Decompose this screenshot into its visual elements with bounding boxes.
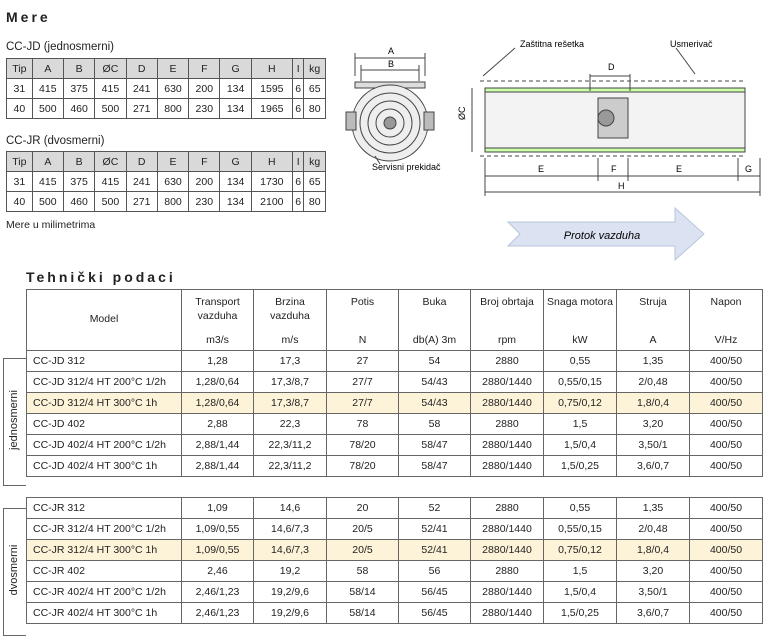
tech-cell: 20/5 — [327, 540, 399, 561]
tech-cell: 22,3/11,2 — [254, 456, 327, 477]
tech-header-cell — [27, 290, 182, 351]
tech-header-cell — [182, 290, 254, 351]
dim-cell: 200 — [189, 172, 220, 192]
tech-row — [27, 519, 763, 540]
dim-header-cell: Tip — [7, 59, 33, 79]
jr-dims-table — [6, 151, 326, 212]
dim-cell: 230 — [189, 192, 220, 212]
tech-cell: 54/43 — [399, 393, 471, 414]
front-view — [346, 53, 434, 164]
tech-cell: 1,5/0,25 — [544, 603, 617, 624]
dim-cell: 65 — [304, 79, 326, 99]
dim-cell: 375 — [63, 172, 94, 192]
tech-cell: 52/41 — [399, 540, 471, 561]
tech-cell: 400/50 — [690, 582, 763, 603]
tech-table — [26, 289, 763, 624]
dim-header-cell: E — [157, 59, 188, 79]
tech-cell: 2880 — [471, 561, 544, 582]
dim-cell: 134 — [220, 99, 251, 119]
tech-cell: 58/14 — [327, 603, 399, 624]
tech-header-label: Potis — [350, 296, 375, 308]
dim-header-cell: I — [292, 59, 304, 79]
dim-cell: 134 — [220, 79, 251, 99]
tech-cell: 0,75/0,12 — [544, 540, 617, 561]
label-c: ØC — [457, 106, 467, 120]
dim-cell: 31 — [7, 172, 33, 192]
model-cell: CC-JD 402/4 HT 300°C 1h — [27, 456, 182, 477]
tech-cell: 56/45 — [399, 603, 471, 624]
tech-header-label: Model — [89, 313, 119, 325]
tech-cell: 1,8/0,4 — [617, 540, 690, 561]
dim-header-cell: A — [32, 59, 63, 79]
tech-cell: 400/50 — [690, 372, 763, 393]
tech-cell: 52 — [399, 498, 471, 519]
gap-cell — [399, 477, 471, 498]
dim-header-cell: I — [292, 152, 304, 172]
dim-header-cell: A — [32, 152, 63, 172]
gap-cell — [544, 477, 617, 498]
tech-cell: 1,09/0,55 — [182, 519, 254, 540]
dim-header-cell: F — [189, 59, 220, 79]
tech-cell: 58 — [399, 414, 471, 435]
tech-cell: 3,6/0,7 — [617, 603, 690, 624]
dim-header-cell: kg — [304, 152, 326, 172]
tech-cell: 0,55 — [544, 498, 617, 519]
tech-cell: 1,35 — [617, 498, 690, 519]
label-g: G — [745, 164, 753, 174]
tech-cell: 2880 — [471, 498, 544, 519]
label-e1: E — [538, 164, 545, 174]
tech-cell: 400/50 — [690, 456, 763, 477]
jr-dims-title: CC-JR (dvosmerni) — [6, 135, 105, 147]
tech-cell: 3,6/0,7 — [617, 456, 690, 477]
tech-cell: 2,88 — [182, 414, 254, 435]
dim-cell: 1595 — [251, 79, 292, 99]
label-e2: E — [676, 164, 683, 174]
dim-cell: 80 — [304, 99, 326, 119]
dim-cell: 40 — [7, 99, 33, 119]
dim-header-cell: F — [189, 152, 220, 172]
tech-cell: 17,3 — [254, 351, 327, 372]
servis-label: Servisni prekidač — [372, 162, 441, 172]
dim-header-cell: kg — [304, 59, 326, 79]
gap-cell — [254, 477, 327, 498]
tech-cell: 400/50 — [690, 435, 763, 456]
dim-header-cell: ØC — [95, 152, 126, 172]
dim-cell: 65 — [304, 172, 326, 192]
tech-cell: 58 — [327, 561, 399, 582]
dim-row — [7, 192, 326, 212]
tech-cell: 2880/1440 — [471, 519, 544, 540]
dim-cell: 271 — [126, 99, 157, 119]
tech-header-label: Broj obrtaja — [480, 296, 534, 308]
tech-row — [27, 603, 763, 624]
tech-header-label: Transport vazduha — [195, 296, 240, 322]
tech-cell: 27 — [327, 351, 399, 372]
tech-row — [27, 582, 763, 603]
fan-diagram — [340, 36, 765, 266]
dim-cell: 415 — [95, 79, 126, 99]
gap-cell — [182, 477, 254, 498]
tech-header-cell — [327, 290, 399, 351]
dim-cell: 1965 — [251, 99, 292, 119]
tech-cell: 1,28/0,64 — [182, 393, 254, 414]
label-f: F — [611, 164, 617, 174]
dim-cell: 40 — [7, 192, 33, 212]
tech-cell: 1,8/0,4 — [617, 393, 690, 414]
dim-cell: 500 — [95, 99, 126, 119]
mere-title: Mere — [6, 9, 51, 25]
tech-cell: 14,6/7,3 — [254, 519, 327, 540]
jd-dims-title: CC-JD (jednosmerni) — [6, 41, 114, 53]
tech-cell: 2880/1440 — [471, 603, 544, 624]
tech-cell: 58/14 — [327, 582, 399, 603]
dim-cell: 800 — [157, 192, 188, 212]
dim-header-cell: Tip — [7, 152, 33, 172]
tech-cell: 22,3 — [254, 414, 327, 435]
tech-cell: 3,50/1 — [617, 435, 690, 456]
tech-cell: 17,3/8,7 — [254, 372, 327, 393]
tech-cell: 2,46/1,23 — [182, 582, 254, 603]
dims-note: Mere u milimetrima — [6, 219, 96, 231]
dim-cell: 6 — [292, 79, 304, 99]
tech-cell: 3,20 — [617, 414, 690, 435]
gap-cell — [27, 477, 182, 498]
group-gap-row — [27, 477, 763, 498]
tech-cell: 54/43 — [399, 372, 471, 393]
gap-cell — [327, 477, 399, 498]
tech-cell: 2,46 — [182, 561, 254, 582]
tech-cell: 0,75/0,12 — [544, 393, 617, 414]
tech-cell: 56/45 — [399, 582, 471, 603]
dim-cell: 500 — [32, 99, 63, 119]
tech-cell: 0,55/0,15 — [544, 372, 617, 393]
dim-cell: 271 — [126, 192, 157, 212]
tech-cell: 2880/1440 — [471, 582, 544, 603]
tech-cell: 2,88/1,44 — [182, 435, 254, 456]
tech-cell: 1,5/0,4 — [544, 435, 617, 456]
tech-row — [27, 393, 763, 414]
tech-cell: 19,2/9,6 — [254, 582, 327, 603]
dim-cell: 6 — [292, 99, 304, 119]
tech-cell: 400/50 — [690, 603, 763, 624]
tech-header-cell — [544, 290, 617, 351]
tech-cell: 400/50 — [690, 540, 763, 561]
dim-header-cell: G — [220, 152, 251, 172]
dim-header-cell: E — [157, 152, 188, 172]
usmerivac-label: Usmerivač — [670, 39, 713, 49]
model-cell: CC-JR 402/4 HT 200°C 1/2h — [27, 582, 182, 603]
gap-cell — [617, 477, 690, 498]
tech-header-label: Buka — [422, 296, 447, 308]
tech-cell: 2880/1440 — [471, 393, 544, 414]
dim-row — [7, 99, 326, 119]
dim-cell: 460 — [63, 99, 94, 119]
group-jr-label: dvosmerni — [8, 544, 20, 596]
model-cell: CC-JR 402/4 HT 300°C 1h — [27, 603, 182, 624]
tech-cell: 1,28 — [182, 351, 254, 372]
tech-header-unit: m/s — [281, 334, 299, 346]
tech-header-label: Napon — [710, 296, 742, 308]
tech-cell: 400/50 — [690, 519, 763, 540]
gap-cell — [690, 477, 763, 498]
dim-cell: 800 — [157, 99, 188, 119]
tech-header-cell — [254, 290, 327, 351]
dim-cell: 500 — [32, 192, 63, 212]
dim-cell: 80 — [304, 192, 326, 212]
tech-cell: 2880/1440 — [471, 435, 544, 456]
tech-cell: 0,55/0,15 — [544, 519, 617, 540]
dim-header-cell: B — [63, 152, 94, 172]
tech-header-cell — [617, 290, 690, 351]
model-cell: CC-JD 312/4 HT 200°C 1/2h — [27, 372, 182, 393]
tech-cell: 2,88/1,44 — [182, 456, 254, 477]
dim-header-cell: ØC — [95, 59, 126, 79]
tech-cell: 27/7 — [327, 393, 399, 414]
tech-row — [27, 540, 763, 561]
tech-cell: 1,5/0,4 — [544, 582, 617, 603]
tech-cell: 3,50/1 — [617, 582, 690, 603]
gap-cell — [471, 477, 544, 498]
dim-header-cell: G — [220, 59, 251, 79]
tech-header-unit: V/Hz — [714, 334, 738, 346]
tech-header-label: Snaga motora — [547, 296, 613, 308]
tech-cell: 78/20 — [327, 435, 399, 456]
model-cell: CC-JD 402/4 HT 200°C 1/2h — [27, 435, 182, 456]
dim-row — [7, 172, 326, 192]
label-a: A — [387, 46, 395, 56]
tech-header-unit: kW — [572, 334, 588, 346]
tech-cell: 2/0,48 — [617, 519, 690, 540]
tech-cell: 78/20 — [327, 456, 399, 477]
dim-cell: 1730 — [251, 172, 292, 192]
tech-cell: 17,3/8,7 — [254, 393, 327, 414]
dim-header-cell: H — [251, 152, 292, 172]
tech-cell: 2880/1440 — [471, 540, 544, 561]
tech-cell: 14,6/7,3 — [254, 540, 327, 561]
tech-cell: 1,09 — [182, 498, 254, 519]
tech-cell: 3,20 — [617, 561, 690, 582]
label-h: H — [618, 181, 625, 191]
tech-cell: 2/0,48 — [617, 372, 690, 393]
dim-cell: 630 — [157, 172, 188, 192]
dim-cell: 230 — [189, 99, 220, 119]
dim-cell: 415 — [32, 172, 63, 192]
tech-cell: 1,28/0,64 — [182, 372, 254, 393]
dim-cell: 134 — [220, 192, 251, 212]
tech-header-cell — [690, 290, 763, 351]
tech-cell: 27/7 — [327, 372, 399, 393]
model-cell: CC-JR 402 — [27, 561, 182, 582]
dim-cell: 415 — [32, 79, 63, 99]
dim-cell: 460 — [63, 192, 94, 212]
model-cell: CC-JD 312 — [27, 351, 182, 372]
model-cell: CC-JD 402 — [27, 414, 182, 435]
label-b: B — [387, 59, 395, 69]
tech-cell: 400/50 — [690, 561, 763, 582]
tech-cell: 19,2/9,6 — [254, 603, 327, 624]
tech-cell: 20 — [327, 498, 399, 519]
jd-dims-table — [6, 58, 326, 119]
model-cell: CC-JR 312/4 HT 200°C 1/2h — [27, 519, 182, 540]
tech-cell: 400/50 — [690, 414, 763, 435]
dim-cell: 2100 — [251, 192, 292, 212]
dim-cell: 134 — [220, 172, 251, 192]
dim-cell: 415 — [95, 172, 126, 192]
label-d: D — [608, 62, 615, 72]
tech-header-cell — [399, 290, 471, 351]
tech-cell: 400/50 — [690, 498, 763, 519]
tech-cell: 22,3/11,2 — [254, 435, 327, 456]
dim-cell: 241 — [126, 79, 157, 99]
model-cell: CC-JR 312 — [27, 498, 182, 519]
tech-cell: 400/50 — [690, 351, 763, 372]
tech-title: Tehnički podaci — [26, 269, 176, 285]
tech-row — [27, 351, 763, 372]
tech-cell: 58/47 — [399, 435, 471, 456]
dim-cell: 31 — [7, 79, 33, 99]
tech-row — [27, 414, 763, 435]
tech-cell: 58/47 — [399, 456, 471, 477]
dim-header-cell: D — [126, 59, 157, 79]
zastitna-label: Zaštitna rešetka — [520, 39, 585, 49]
group-jd-label: jednosmerni — [8, 390, 20, 450]
tech-cell: 54 — [399, 351, 471, 372]
dim-cell: 375 — [63, 79, 94, 99]
dim-header-cell: D — [126, 152, 157, 172]
tech-header-unit: m3/s — [206, 334, 229, 346]
dim-header-cell: B — [63, 59, 94, 79]
flow-label: Protok vazduha — [563, 230, 641, 242]
tech-cell: 19,2 — [254, 561, 327, 582]
tech-cell: 2880/1440 — [471, 372, 544, 393]
dim-cell: 200 — [189, 79, 220, 99]
tech-cell: 1,5 — [544, 561, 617, 582]
tech-cell: 56 — [399, 561, 471, 582]
tech-cell: 78 — [327, 414, 399, 435]
tech-row — [27, 372, 763, 393]
tech-cell: 2880 — [471, 414, 544, 435]
tech-header-unit: A — [649, 334, 657, 346]
tech-cell: 2880 — [471, 351, 544, 372]
model-cell: CC-JR 312/4 HT 300°C 1h — [27, 540, 182, 561]
tech-header-unit: db(A) 3m — [412, 334, 457, 346]
tech-row — [27, 561, 763, 582]
model-cell: CC-JD 312/4 HT 300°C 1h — [27, 393, 182, 414]
tech-header-label: Struja — [639, 296, 667, 308]
dim-header-cell: H — [251, 59, 292, 79]
dim-cell: 6 — [292, 172, 304, 192]
dim-cell: 6 — [292, 192, 304, 212]
tech-cell: 1,09/0,55 — [182, 540, 254, 561]
tech-row — [27, 435, 763, 456]
tech-row — [27, 498, 763, 519]
tech-cell: 2880/1440 — [471, 456, 544, 477]
tech-cell: 1,35 — [617, 351, 690, 372]
dim-cell: 241 — [126, 172, 157, 192]
dim-cell: 630 — [157, 79, 188, 99]
tech-header-unit: rpm — [497, 334, 517, 346]
tech-cell: 1,5/0,25 — [544, 456, 617, 477]
tech-cell: 0,55 — [544, 351, 617, 372]
tech-cell: 20/5 — [327, 519, 399, 540]
tech-cell: 2,46/1,23 — [182, 603, 254, 624]
tech-header-cell — [471, 290, 544, 351]
tech-cell: 400/50 — [690, 393, 763, 414]
dim-row — [7, 79, 326, 99]
tech-cell: 14,6 — [254, 498, 327, 519]
tech-header-unit: N — [358, 334, 367, 346]
tech-header-label: Brzina vazduha — [270, 296, 310, 322]
tech-cell: 1,5 — [544, 414, 617, 435]
tech-row — [27, 456, 763, 477]
dim-cell: 500 — [95, 192, 126, 212]
tech-cell: 52/41 — [399, 519, 471, 540]
